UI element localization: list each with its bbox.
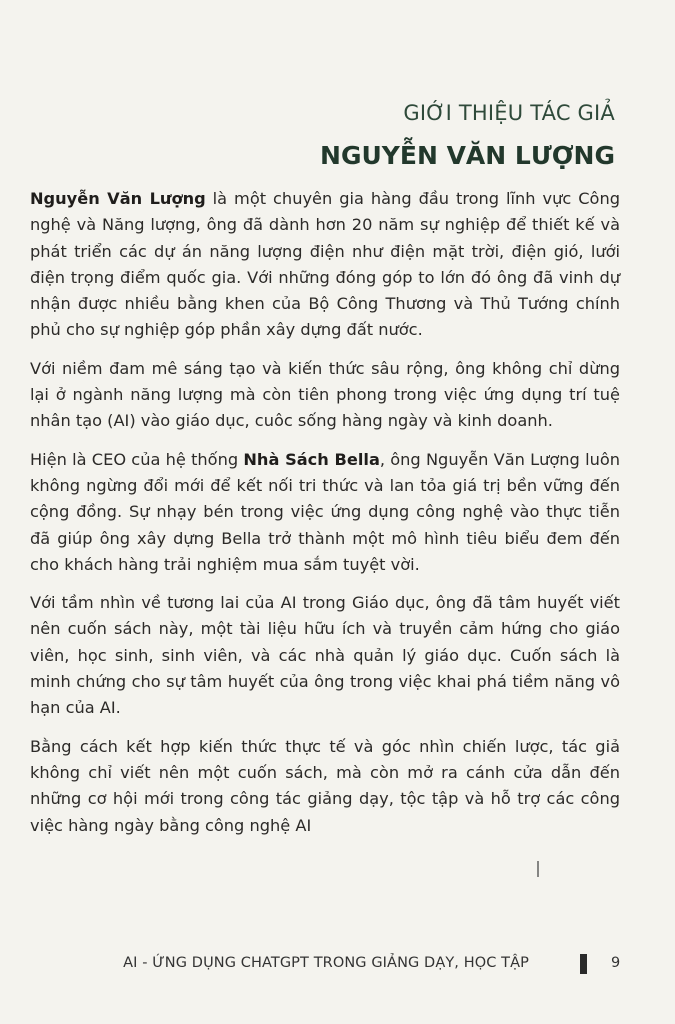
paragraph-4: Với tầm nhìn về tương lai của AI trong Giáo dục, ông đã tâm huyết viết nên cuốn sách này, một tài liệu hữu ích và truyền cảm hứng cho giáo viên, học sinh, sinh viên, và các nhà quản lý giáo dục. Cuốn sách là minh chứng cho sự tâm huyết của ông trong việc khai phá tiềm năng vô hạn của AI.	[30, 593, 620, 718]
paragraph-2: Với niềm đam mê sáng tạo và kiến thức sâu rộng, ông không chỉ dừng lại ở ngành năng lượng mà còn tiên phong trong việc ứng dụng trí tuệ nhân tạo (AI) vào giáo dục, cuôc sống hàng ngày và kinh doanh.	[30, 358, 620, 431]
paragraph-5: Bằng cách kết hợp kiến thức thực tế và góc nhìn chiến lược, tác giả không chỉ viết nên một cuốn sách, mà còn mở ra cánh cửa dẫn đến những cơ hội mới trong công tác giảng dạy, tộc tập và hỗ trợ các công việc hàng ngày bằng công nghệ AI	[30, 736, 620, 835]
paragraph-3	[30, 447, 620, 578]
footer-book-title: AI - ỨNG DỤNG CHATGPT TRONG GIẢNG DẠY, HỌC TẬP	[123, 955, 529, 971]
paragraph-1	[30, 186, 620, 344]
section-heading	[320, 98, 615, 176]
intro-label: GIỚI THIỆU TÁC GIẢ	[403, 101, 615, 125]
author-name-title: NGUYỄN VĂN LƯỢNG	[320, 141, 615, 170]
pen-mark	[537, 861, 539, 877]
paragraph-3-after: , ông Nguyễn Văn Lượng luôn không ngừng đổi mới để kết nối tri thức và lan tỏa giá trị bền vững đến cộng đồng. Sự nhạy bén trong việc ứng dụng công nghệ vào thực tiễn đã giúp ông xây dựng Bella trở thành một mô hình tiêu biểu đem đến cho khách hàng trải nghiệm mua sắm tuyệt vời.	[30, 449, 620, 574]
biography-text	[30, 186, 620, 851]
bookstore-name: Nhà Sách Bella	[243, 449, 380, 469]
author-name-inline: Nguyễn Văn Lượng	[30, 189, 206, 208]
page-footer	[0, 952, 675, 976]
paragraph-3-before: Hiện là CEO của hệ thống	[30, 449, 244, 469]
paragraph-1-text: là một chuyên gia hàng đầu trong lĩnh vực Công nghệ và Năng lượng, ông đã dành hơn 20 năm sự nghiệp để thiết kế và phát triển các dự án năng lượng điện như điện mặt trời, điện gió, lưới điện trọng điểm quốc gia. Với những đóng góp to lớn đó ông đã vinh dự nhận được nhiều bằng khen của Bộ Công Thương và Thủ Tướng chính phủ cho sự nghiệp góp phần xây dựng đất nước.	[30, 189, 620, 340]
footer-divider-bar	[580, 954, 587, 974]
page-number: 9	[611, 955, 621, 971]
